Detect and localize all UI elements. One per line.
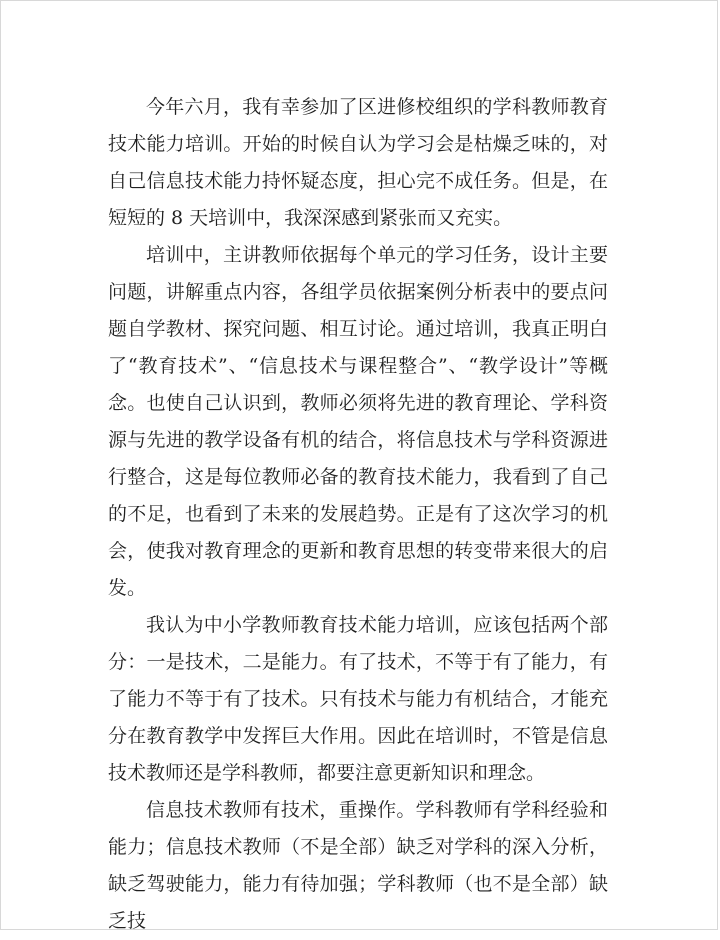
paragraph-2: 培训中，主讲教师依据每个单元的学习任务，设计主要问题，讲解重点内容，各组学员依据案例分析表中的要点问题自学教材、探究问题、相互讨论。通过培训，我真正明白了“教育技术”、“信息技术与课程整合”、“教学设计”等概念。也使自己认识到，教师必须将先进的教育理论、学科资源与先进的教学设备有机的结合，将信息技术与学科资源进行整合，这是每位教师必备的教育技术能力，我看到了自己的不足，也看到了未来的发展趋势。正是有了这次学习的机会，使我对教育理念的更新和教育思想的转变带来很大的启发。 (108, 244, 608, 599)
document-body (108, 89, 608, 940)
paragraph-3: 我认为中小学教师教育技术能力培训，应该包括两个部分：一是技术，二是能力。有了技术，不等于有了能力，有了能力不等于有了技术。只有技术与能力有机结合，才能充分在教育教学中发挥巨大作用。因此在培训时，不管是信息技术教师还是学科教师，都要注意更新知识和理念。 (108, 614, 608, 784)
paragraph-1: 今年六月，我有幸参加了区进修校组织的学科教师教育技术能力培训。开始的时候自认为学习会是枯燥乏味的，对自己信息技术能力持怀疑态度，担心完不成任务。但是，在短短的 8 天培训中，我深深感到紧张而又充实。 (108, 96, 608, 229)
paragraph-4: 信息技术教师有技术，重操作。学科教师有学科经验和能力；信息技术教师（不是全部）缺乏对学科的深入分析，缺乏驾驶能力，能力有待加强；学科教师（也不是全部）缺乏技 (108, 799, 608, 932)
